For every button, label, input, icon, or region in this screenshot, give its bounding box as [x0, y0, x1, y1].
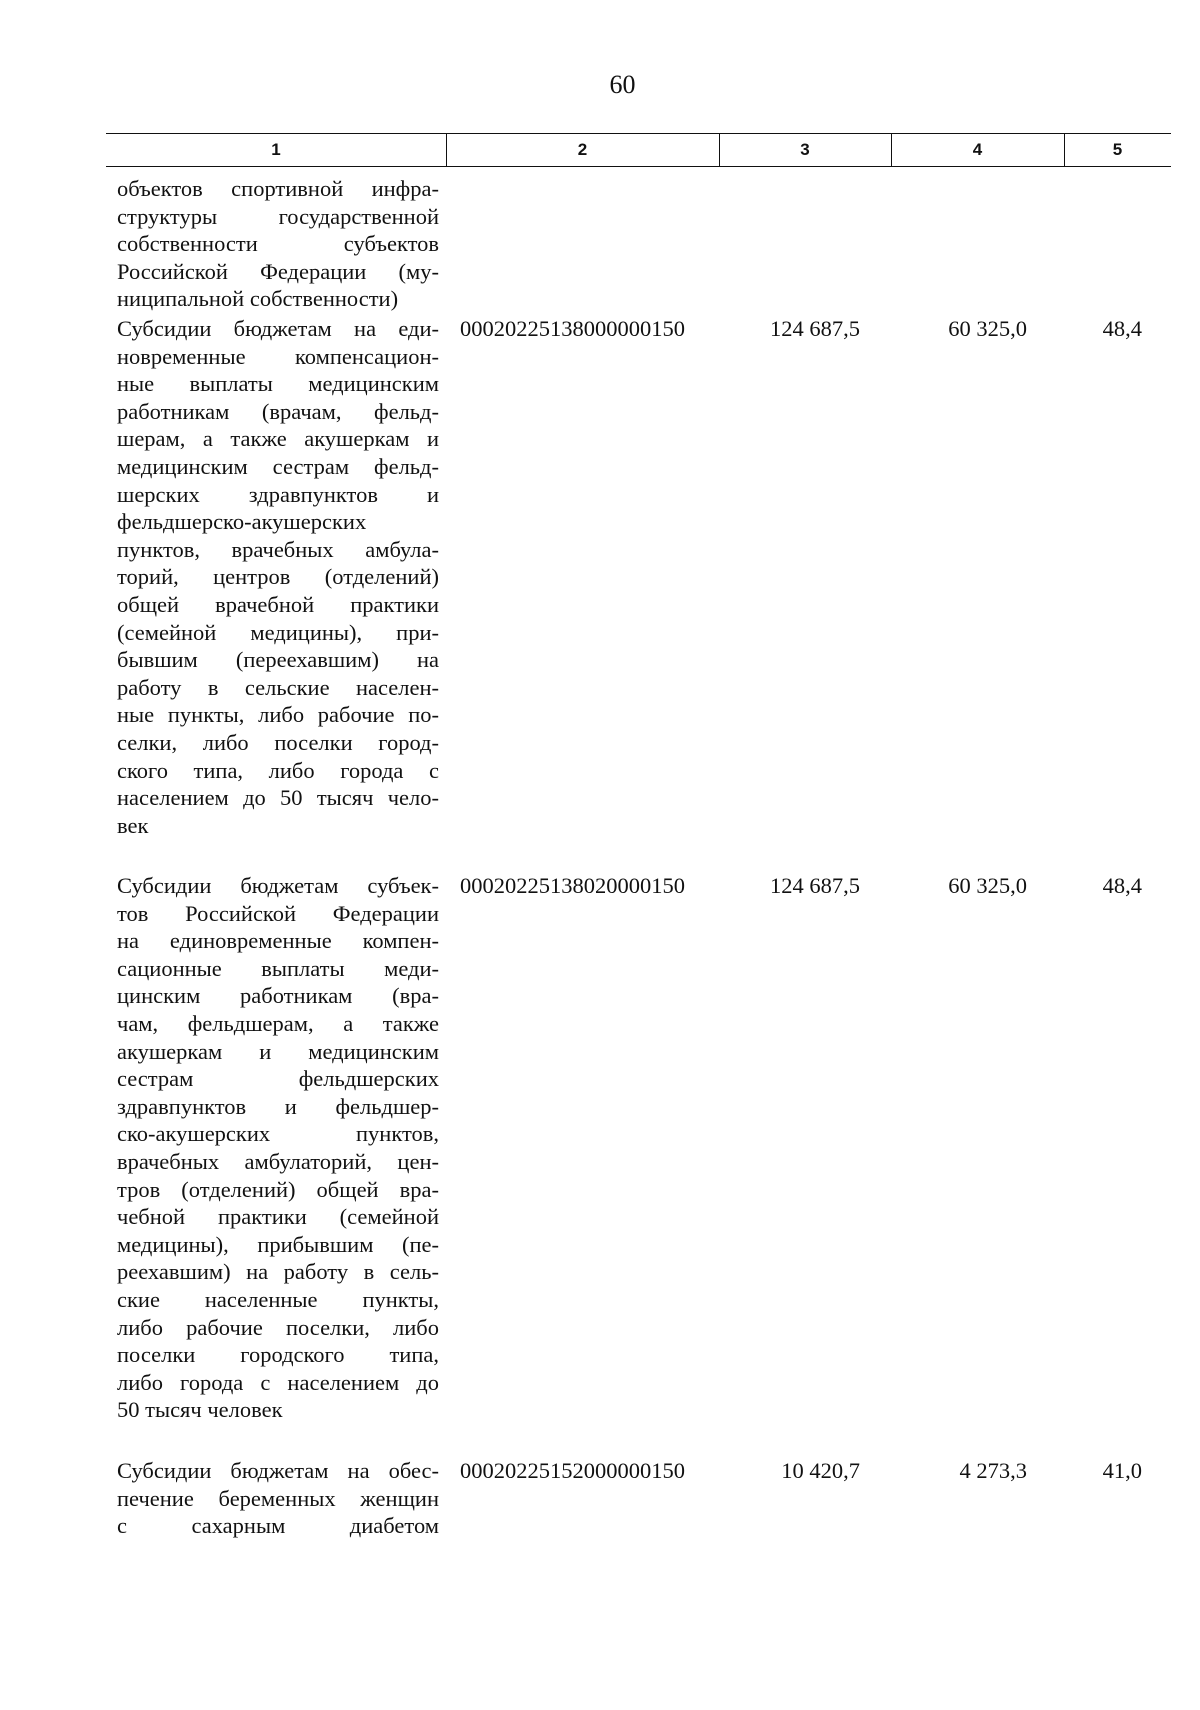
row-name-line: врачебных амбулаторий, цен-: [117, 1148, 439, 1174]
row-code: 00020225152000000150: [460, 1458, 685, 1483]
row-name-line: Субсидии бюджетам на обес-: [117, 1458, 439, 1483]
row-name-line: на единовременные компен-: [117, 928, 439, 954]
row-col3-value: 10 420,7: [781, 1458, 860, 1483]
row-col4-value: 60 325,0: [948, 873, 1027, 898]
row-name-line: здравпунктов и фельдшер-: [117, 1093, 439, 1119]
row-name-line: собственности субъектов: [117, 231, 439, 257]
row-name-line: ские населенные пункты,: [117, 1286, 439, 1312]
row-name-line: новременные компенсацион-: [117, 343, 439, 369]
row-name-line: Субсидии бюджетам субъек-: [117, 873, 439, 898]
row-name-line: ско-акушерских пунктов,: [117, 1121, 439, 1147]
row-name-line: чам, фельдшерам, а также: [117, 1010, 439, 1036]
row-name-line: Российской Федерации (му-: [117, 258, 439, 284]
row-name-line: медицинским сестрам фельд-: [117, 453, 439, 479]
row-name: [117, 1457, 439, 1540]
row-name-line: торий, центров (отделений): [117, 564, 439, 590]
row-col4-value: 60 325,0: [948, 316, 1027, 341]
table-header: [106, 133, 1171, 167]
row-name-line: населением до 50 тысяч чело-: [117, 785, 439, 811]
header-col-4: 4: [972, 140, 983, 159]
row-name-line: ные выплаты медицинским: [117, 371, 439, 397]
row-name-line: век: [117, 812, 149, 838]
page-number: 60: [609, 70, 636, 99]
row-name-line: сационные выплаты меди-: [117, 955, 439, 981]
row-col5-value: 48,4: [1102, 316, 1142, 341]
row-name-line: реехавшим) на работу в сель-: [117, 1259, 439, 1285]
row-name-line: либо города с населением до: [117, 1369, 439, 1395]
row-name-line: с сахарным диабетом: [117, 1513, 439, 1539]
row-name-line: Субсидии бюджетам на еди-: [117, 316, 439, 341]
row-name-line: общей врачебной практики: [117, 591, 439, 617]
row-name: [117, 872, 439, 1424]
header-col-3: 3: [800, 140, 810, 159]
row-name-line: селки, либо поселки город-: [117, 729, 439, 755]
row-name-line: акушеркам и медицинским: [117, 1038, 439, 1064]
row-name-line: работникам (врачам, фельд-: [117, 398, 439, 424]
row-name-line: ные пункты, либо рабочие по-: [117, 702, 439, 728]
row-name-line: пунктов, врачебных амбула-: [117, 536, 439, 562]
row-name-line: (семейной медицины), при-: [117, 619, 439, 645]
row-name-line: сестрам фельдшерских: [117, 1066, 439, 1092]
row-name-line: 50 тысяч человек: [117, 1397, 283, 1423]
row-code: 00020225138000000150: [460, 316, 685, 341]
row-col3-value: 124 687,5: [770, 316, 860, 341]
row-name-line: тов Российской Федерации: [117, 900, 439, 926]
row-code: 00020225138020000150: [460, 873, 685, 898]
row-name-line: шерам, а также акушеркам и: [117, 426, 439, 452]
row-name-line: печение беременных женщин: [117, 1485, 439, 1511]
row-name-line: либо рабочие поселки, либо: [117, 1314, 439, 1340]
row-name-line: ского типа, либо города с: [117, 757, 439, 783]
row-name-line: тров (отделений) общей вра-: [117, 1176, 439, 1202]
row-name: [117, 175, 439, 313]
row-name-line: поселки городского типа,: [117, 1342, 439, 1368]
row-name-line: структуры государственной: [117, 203, 439, 229]
row-name-line: ниципальной собственности): [117, 286, 399, 312]
row-name-line: цинским работникам (вра-: [117, 983, 439, 1009]
row-col5-value: 48,4: [1102, 873, 1142, 898]
header-col-1: 1: [271, 140, 281, 159]
row-name: [117, 315, 439, 839]
row-name-line: чебной практики (семейной: [117, 1204, 439, 1230]
row-name-line: объектов спортивной инфра-: [117, 176, 439, 201]
row-name-line: фельдшерско-акушерских: [117, 509, 367, 535]
row-name-line: бывшим (переехавшим) на: [117, 647, 439, 673]
row-name-line: медицины), прибывшим (пе-: [117, 1231, 439, 1257]
row-col5-value: 41,0: [1102, 1458, 1142, 1483]
row-name-line: шерских здравпунктов и: [117, 481, 439, 507]
row-name-line: работу в сельские населен-: [117, 674, 439, 700]
header-col-5: 5: [1112, 140, 1123, 159]
header-col-2: 2: [577, 140, 588, 159]
row-col4-value: 4 273,3: [959, 1458, 1027, 1483]
row-col3-value: 124 687,5: [770, 873, 860, 898]
